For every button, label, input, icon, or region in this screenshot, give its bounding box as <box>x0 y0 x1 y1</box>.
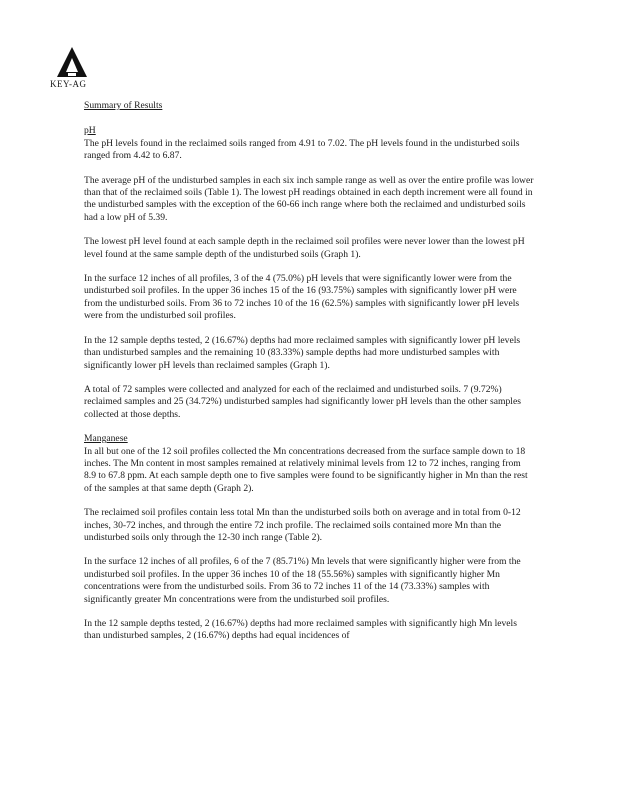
ph-paragraph-6: A total of 72 samples were collected and analyzed for each of the reclaimed and undisturbed soils. 7 (9.72%) reclaimed samples and 25 (34.72%) undisturbed samples had significantly lower pH levels than the other samples collected at those depths. <box>84 383 521 420</box>
manganese-section <box>84 433 534 643</box>
ph-paragraph-3: The lowest pH level found at each sample depth in the reclaimed soil profiles were never lower than the lowest pH level found at the same sample depth of the undisturbed soils (Graph 1). <box>84 236 525 260</box>
triangle-k-logo-icon <box>56 46 88 80</box>
ph-heading: pH <box>84 125 96 137</box>
document-body <box>84 100 534 655</box>
manganese-heading: Manganese <box>84 433 128 445</box>
page-title: Summary of Results <box>84 100 163 111</box>
ph-paragraph-4: In the surface 12 inches of all profiles, 3 of the 4 (75.0%) pH levels that were significantly lower were from the undisturbed soil profiles. In the upper 36 inches 15 of the 16 (93.75%) samples with significantly lower pH were from the undisturbed soils. From 36 to 72 inches 10 of the 16 (62.5%) samples with significantly lower pH levels were from the undisturbed soil profiles. <box>84 273 520 322</box>
ph-paragraph-5: In the 12 sample depths tested, 2 (16.67%) depths had more reclaimed samples with significantly lower pH levels than undisturbed samples and the remaining 10 (83.33%) sample depths had more undisturbed samples with significantly lower pH levels than reclaimed samples (Graph 1). <box>84 334 521 371</box>
ph-section <box>84 125 534 421</box>
manganese-paragraph-4: In the 12 sample depths tested, 2 (16.67%) depths had more reclaimed samples with significantly high Mn levels than undisturbed samples, 2 (16.67%) depths had equal incidences of <box>84 618 517 642</box>
manganese-paragraph-1: In all but one of the 12 soil profiles collected the Mn concentrations decreased from the surface sample down to 18 inches. The Mn content in most samples remained at relatively minimal levels from 12 to 72 inches, ranging from 8.9 to 67.8 ppm. At each sample depth one to five samples were found to be significantly higher in Mn than the rest of the samples at that same depth (Graph 2). <box>84 445 528 494</box>
ph-paragraph-1: The pH levels found in the reclaimed soils ranged from 4.91 to 7.02. The pH levels found in the undisturbed soils ranged from 4.42 to 6.87. <box>84 137 520 162</box>
ph-paragraph-2: The average pH of the undisturbed samples in each six inch sample range as well as over the entire profile was lower than that of the reclaimed soils (Table 1). The lowest pH readings obtained in each depth increment were all found in the undisturbed samples with the exception of the 60-66 inch range where both the reclaimed and undisturbed soils had a low pH of 5.39. <box>84 174 534 223</box>
manganese-paragraph-2: The reclaimed soil profiles contain less total Mn than the undisturbed soils both on average and in total from 0-12 inches, 30-72 inches, and through the entire 72 inch profile. The reclaimed soils contained more Mn than the undisturbed soils only through the 12-30 inch range (Table 2). <box>84 507 521 543</box>
company-logo <box>50 46 100 94</box>
logo-text: KEY-AG <box>50 79 87 89</box>
manganese-paragraph-3: In the surface 12 inches of all profiles, 6 of the 7 (85.71%) Mn levels that were significantly higher were from the undisturbed soil profiles. In the upper 36 inches 10 of the 18 (55.56%) samples with significantly higher Mn concentrations were from the undisturbed soils. From 36 to 72 inches 11 of the 14 (73.33%) samples with significantly greater Mn concentrations were from the undisturbed soil profiles. <box>84 556 521 605</box>
